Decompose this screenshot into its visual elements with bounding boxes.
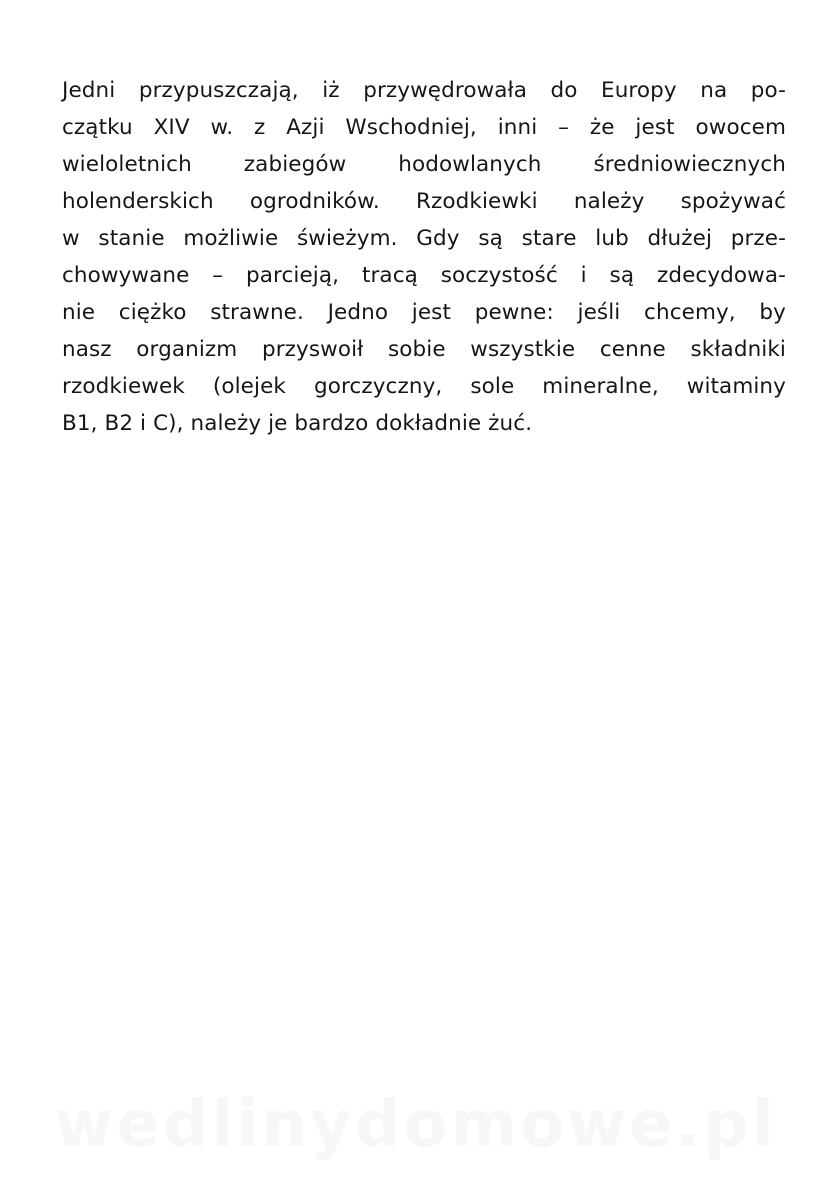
paragraph-line-3: wieloletnich zabiegów hodowlanych średniowiecznych — [62, 152, 786, 177]
paragraph-line-8: nasz organizm przyswoił sobie wszystkie cenne składniki — [62, 337, 786, 362]
watermark: wedlinydomowe.pl — [54, 1088, 777, 1162]
paragraph-line-5: w stanie możliwie świeżym. Gdy są stare lub dłużej prze- — [62, 226, 786, 251]
paragraph-line-6: chowywane – parcieją, tracą soczystość i są zdecydowa- — [62, 263, 786, 288]
paragraph-line-7: nie ciężko strawne. Jedno jest pewne: jeśli chcemy, by — [62, 300, 786, 325]
paragraph-line-4: holenderskich ogrodników. Rzodkiewki należy spożywać — [62, 189, 786, 214]
paragraph-line-2: czątku XIV w. z Azji Wschodniej, inni – że jest owocem — [62, 115, 786, 140]
paragraph-line-1: Jedni przypuszczają, iż przywędrowała do Europy na po- — [62, 78, 786, 103]
body-paragraph — [62, 72, 786, 442]
paragraph-line-10: B1, B2 i C), należy je bardzo dokładnie żuć. — [62, 411, 533, 436]
paragraph-line-9: rzodkiewek (olejek gorczyczny, sole mineralne, witaminy — [62, 374, 786, 399]
